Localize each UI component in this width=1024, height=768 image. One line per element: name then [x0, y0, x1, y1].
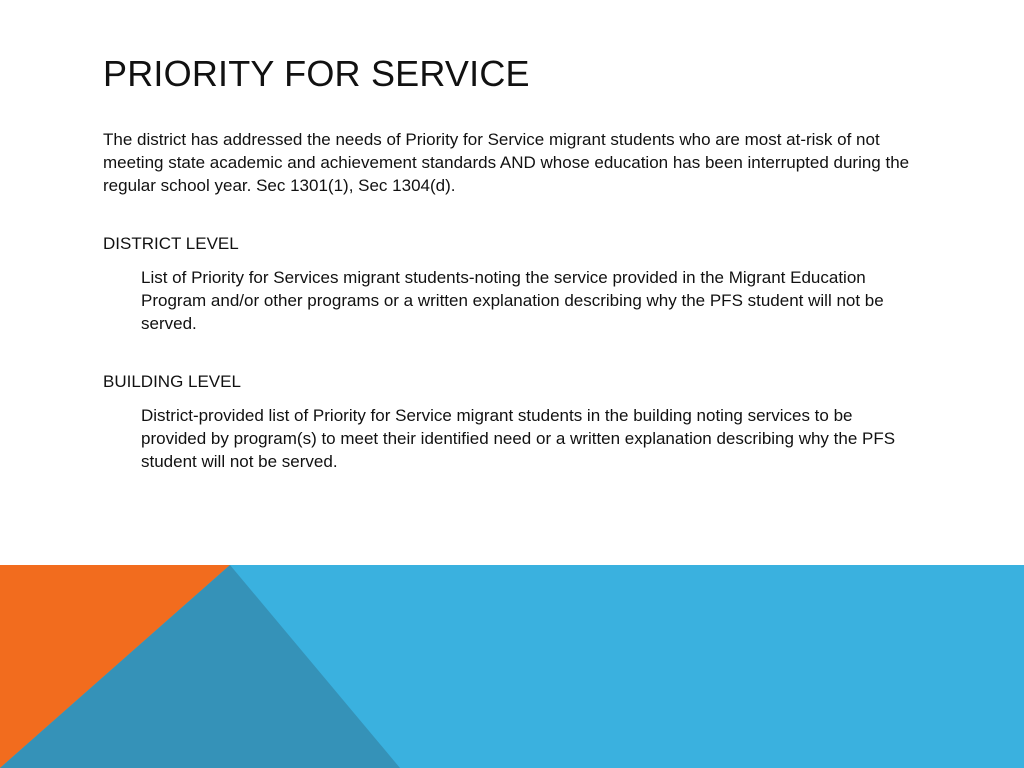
- intro-paragraph: The district has addressed the needs of Priority for Service migrant students who are most at-risk of not meeting state academic and achievement standards AND whose education has been interrupted during the regular school year. Sec 1301(1), Sec 1304(d).: [103, 130, 910, 195]
- district-level-text: List of Priority for Services migrant students-noting the service provided in the Migrant Education Program and/or other programs or a written explanation describing why the PFS student will not be served.: [141, 268, 884, 333]
- slide-title: PRIORITY FOR SERVICE: [103, 53, 530, 94]
- decorative-shapes: [0, 565, 1024, 768]
- slide-content: [103, 128, 923, 473]
- district-level-heading: DISTRICT LEVEL: [103, 234, 239, 253]
- decorative-color-band: [0, 565, 1024, 768]
- building-level-heading: BUILDING LEVEL: [103, 372, 241, 391]
- building-level-text: District-provided list of Priority for Service migrant students in the building noting services to be provided by program(s) to meet their identified need or a written explanation describing why the PFS student will not be served.: [141, 406, 896, 471]
